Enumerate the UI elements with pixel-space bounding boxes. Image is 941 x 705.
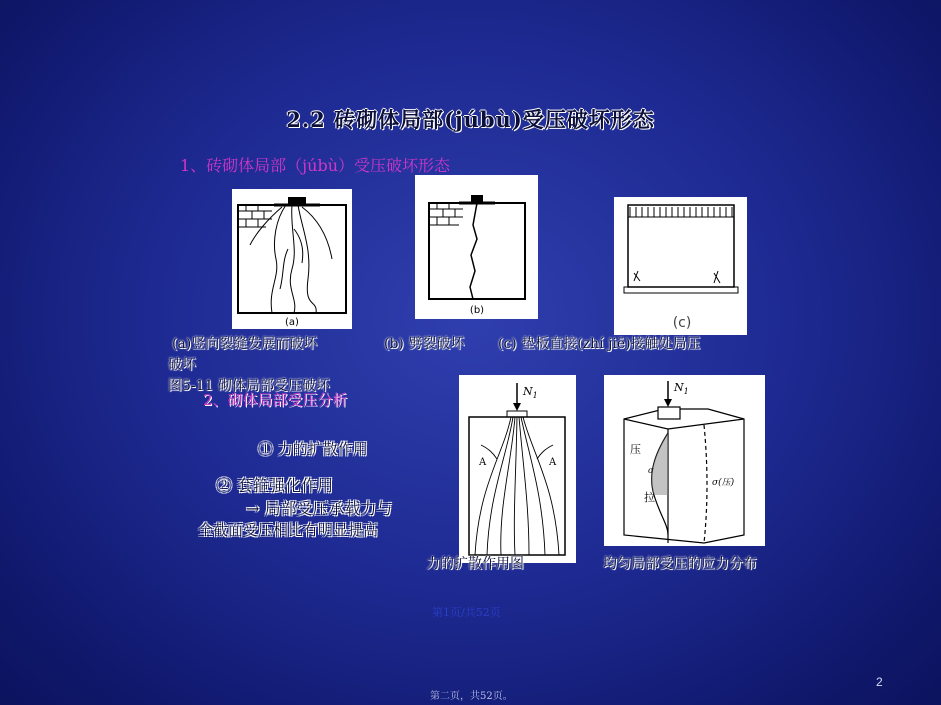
figure-b-label: (b) (469, 305, 485, 316)
stress-la-label: 拉 (644, 491, 655, 504)
figure-stress-drawing (604, 375, 765, 546)
point-2: ② 套箍强化作用 (216, 476, 334, 495)
figure-diffusion (459, 375, 576, 563)
point-1: ① 力的扩散作用 (258, 440, 368, 458)
point-2-line2: 全截面受压相比有明显提高 (198, 521, 379, 539)
caption-c: (c) 垫板直接(zhí jiē)接触处局压 (498, 336, 701, 352)
diffusion-a-right: A (549, 457, 557, 468)
figure-stress (604, 375, 765, 546)
caption-stress: 均匀局部受压的应力分布 (603, 556, 757, 572)
slide-page-number: 2 (876, 675, 883, 689)
point-2-arrow: → 局部受压承载力与 (246, 499, 393, 518)
figure-b (415, 175, 538, 319)
stress-n-label: $N_1$ (674, 381, 689, 396)
stress-ya-label: 压 (630, 443, 641, 456)
caption-a: (a)竖向裂缝发展而破坏 (172, 336, 318, 352)
figure-c-drawing (614, 197, 747, 335)
diffusion-a-left: A (479, 457, 487, 468)
caption-a-wrap: 破坏 (168, 357, 196, 373)
figure-c-label: (c) (672, 315, 692, 331)
figure-number: 图5-11 砌体局部受压破坏 (168, 378, 330, 394)
stress-sigma-label: σ (648, 466, 654, 475)
figure-diffusion-drawing (459, 375, 576, 563)
caption-diffusion: 力的扩散作用图 (426, 556, 524, 572)
stress-sigma-ya-label: σ(压) (712, 478, 735, 488)
figure-a (232, 189, 352, 329)
figure-b-drawing (415, 175, 538, 319)
figure-a-label: (a) (285, 317, 299, 328)
section2-heading: 2、砌体局部受压分析 (203, 391, 348, 409)
figure-c (614, 197, 747, 335)
footer-note: 第二页，共52页。 (430, 691, 513, 702)
diffusion-n-label: $N_1$ (523, 385, 538, 400)
figure-a-drawing (232, 189, 352, 329)
caption-b: (b) 劈裂破坏 (384, 336, 465, 352)
page-note-blue: 第1页/共52页 (432, 606, 501, 619)
section1-heading: 1、砖砌体局部（júbù）受压破坏形态 (180, 156, 450, 175)
slide-title: 2.2 砖砌体局部(júbù)受压破坏形态 (286, 107, 655, 132)
